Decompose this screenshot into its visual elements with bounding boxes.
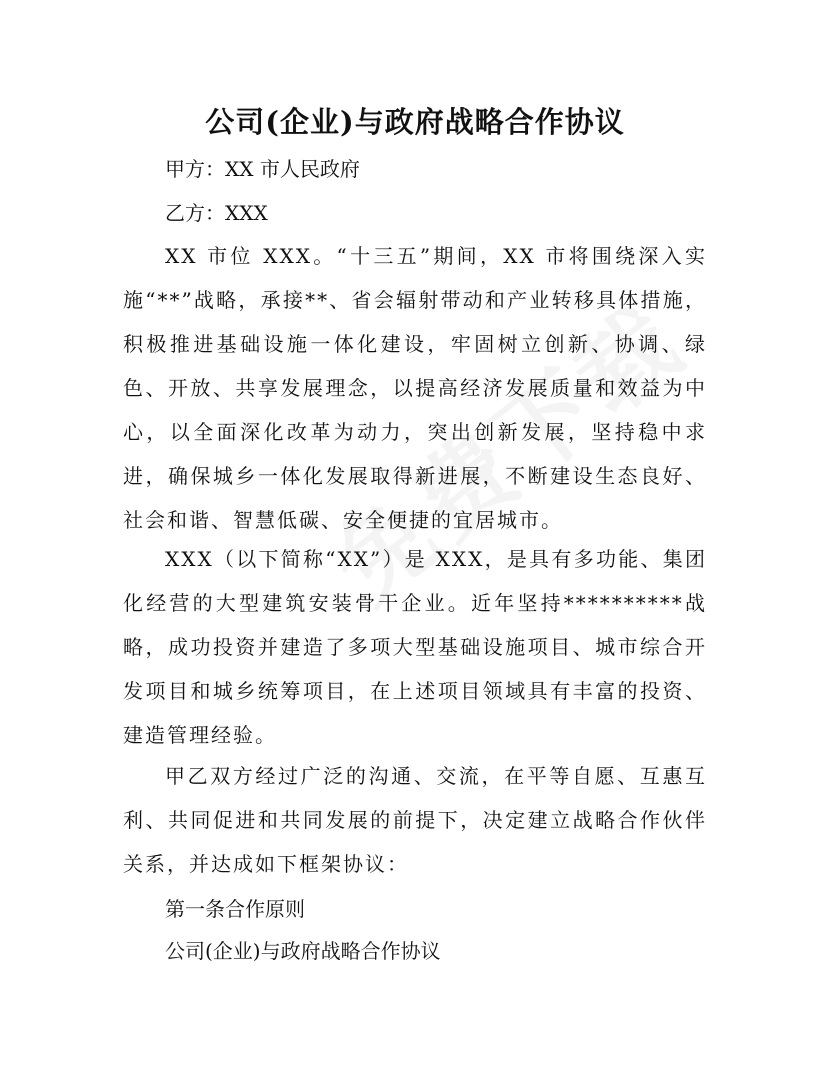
party-b-line: 乙方：XXX [165,201,268,225]
paragraph-city-intro: XX 市位 XXX。“十三五”期间，XX 市将围绕深入实施“**”战略，承接**、省会辐射带动和产业转移具体措施，积极推进基础设施一体化建设，牢固树立创新、协调、绿色、开放、共享发展理念，以提高经济发展质量和效益为中心，以全面深化改革为动力，突出创新发展，坚持稳中求进，确保城乡一体化发展取得新进展，不断建设生态良好、社会和谐、智慧低碳、安全便捷的宜居城市。 [123,244,707,532]
article-heading: 第一条合作原则 [165,897,305,921]
footer-title-line: 公司(企业)与政府战略合作协议 [165,939,441,963]
paragraph-agreement-intro: 甲乙双方经过广泛的沟通、交流，在平等自愿、互惠互利、共同促进和共同发展的前提下，决定建立战略合作伙伴关系，并达成如下框架协议： [123,764,707,876]
document-title: 公司(企业)与政府战略合作协议 [205,105,625,139]
party-a-line: 甲方：XX 市人民政府 [165,157,360,181]
paragraph-company-intro: XXX（以下简称“XX”）是 XXX，是具有多功能、集团化经营的大型建筑安装骨干企业。近年坚持**********战略，成功投资并建造了多项大型基础设施项目、城市综合开发项目和城乡统筹项目，在上述项目领域具有丰富的投资、建造管理经验。 [123,547,707,747]
